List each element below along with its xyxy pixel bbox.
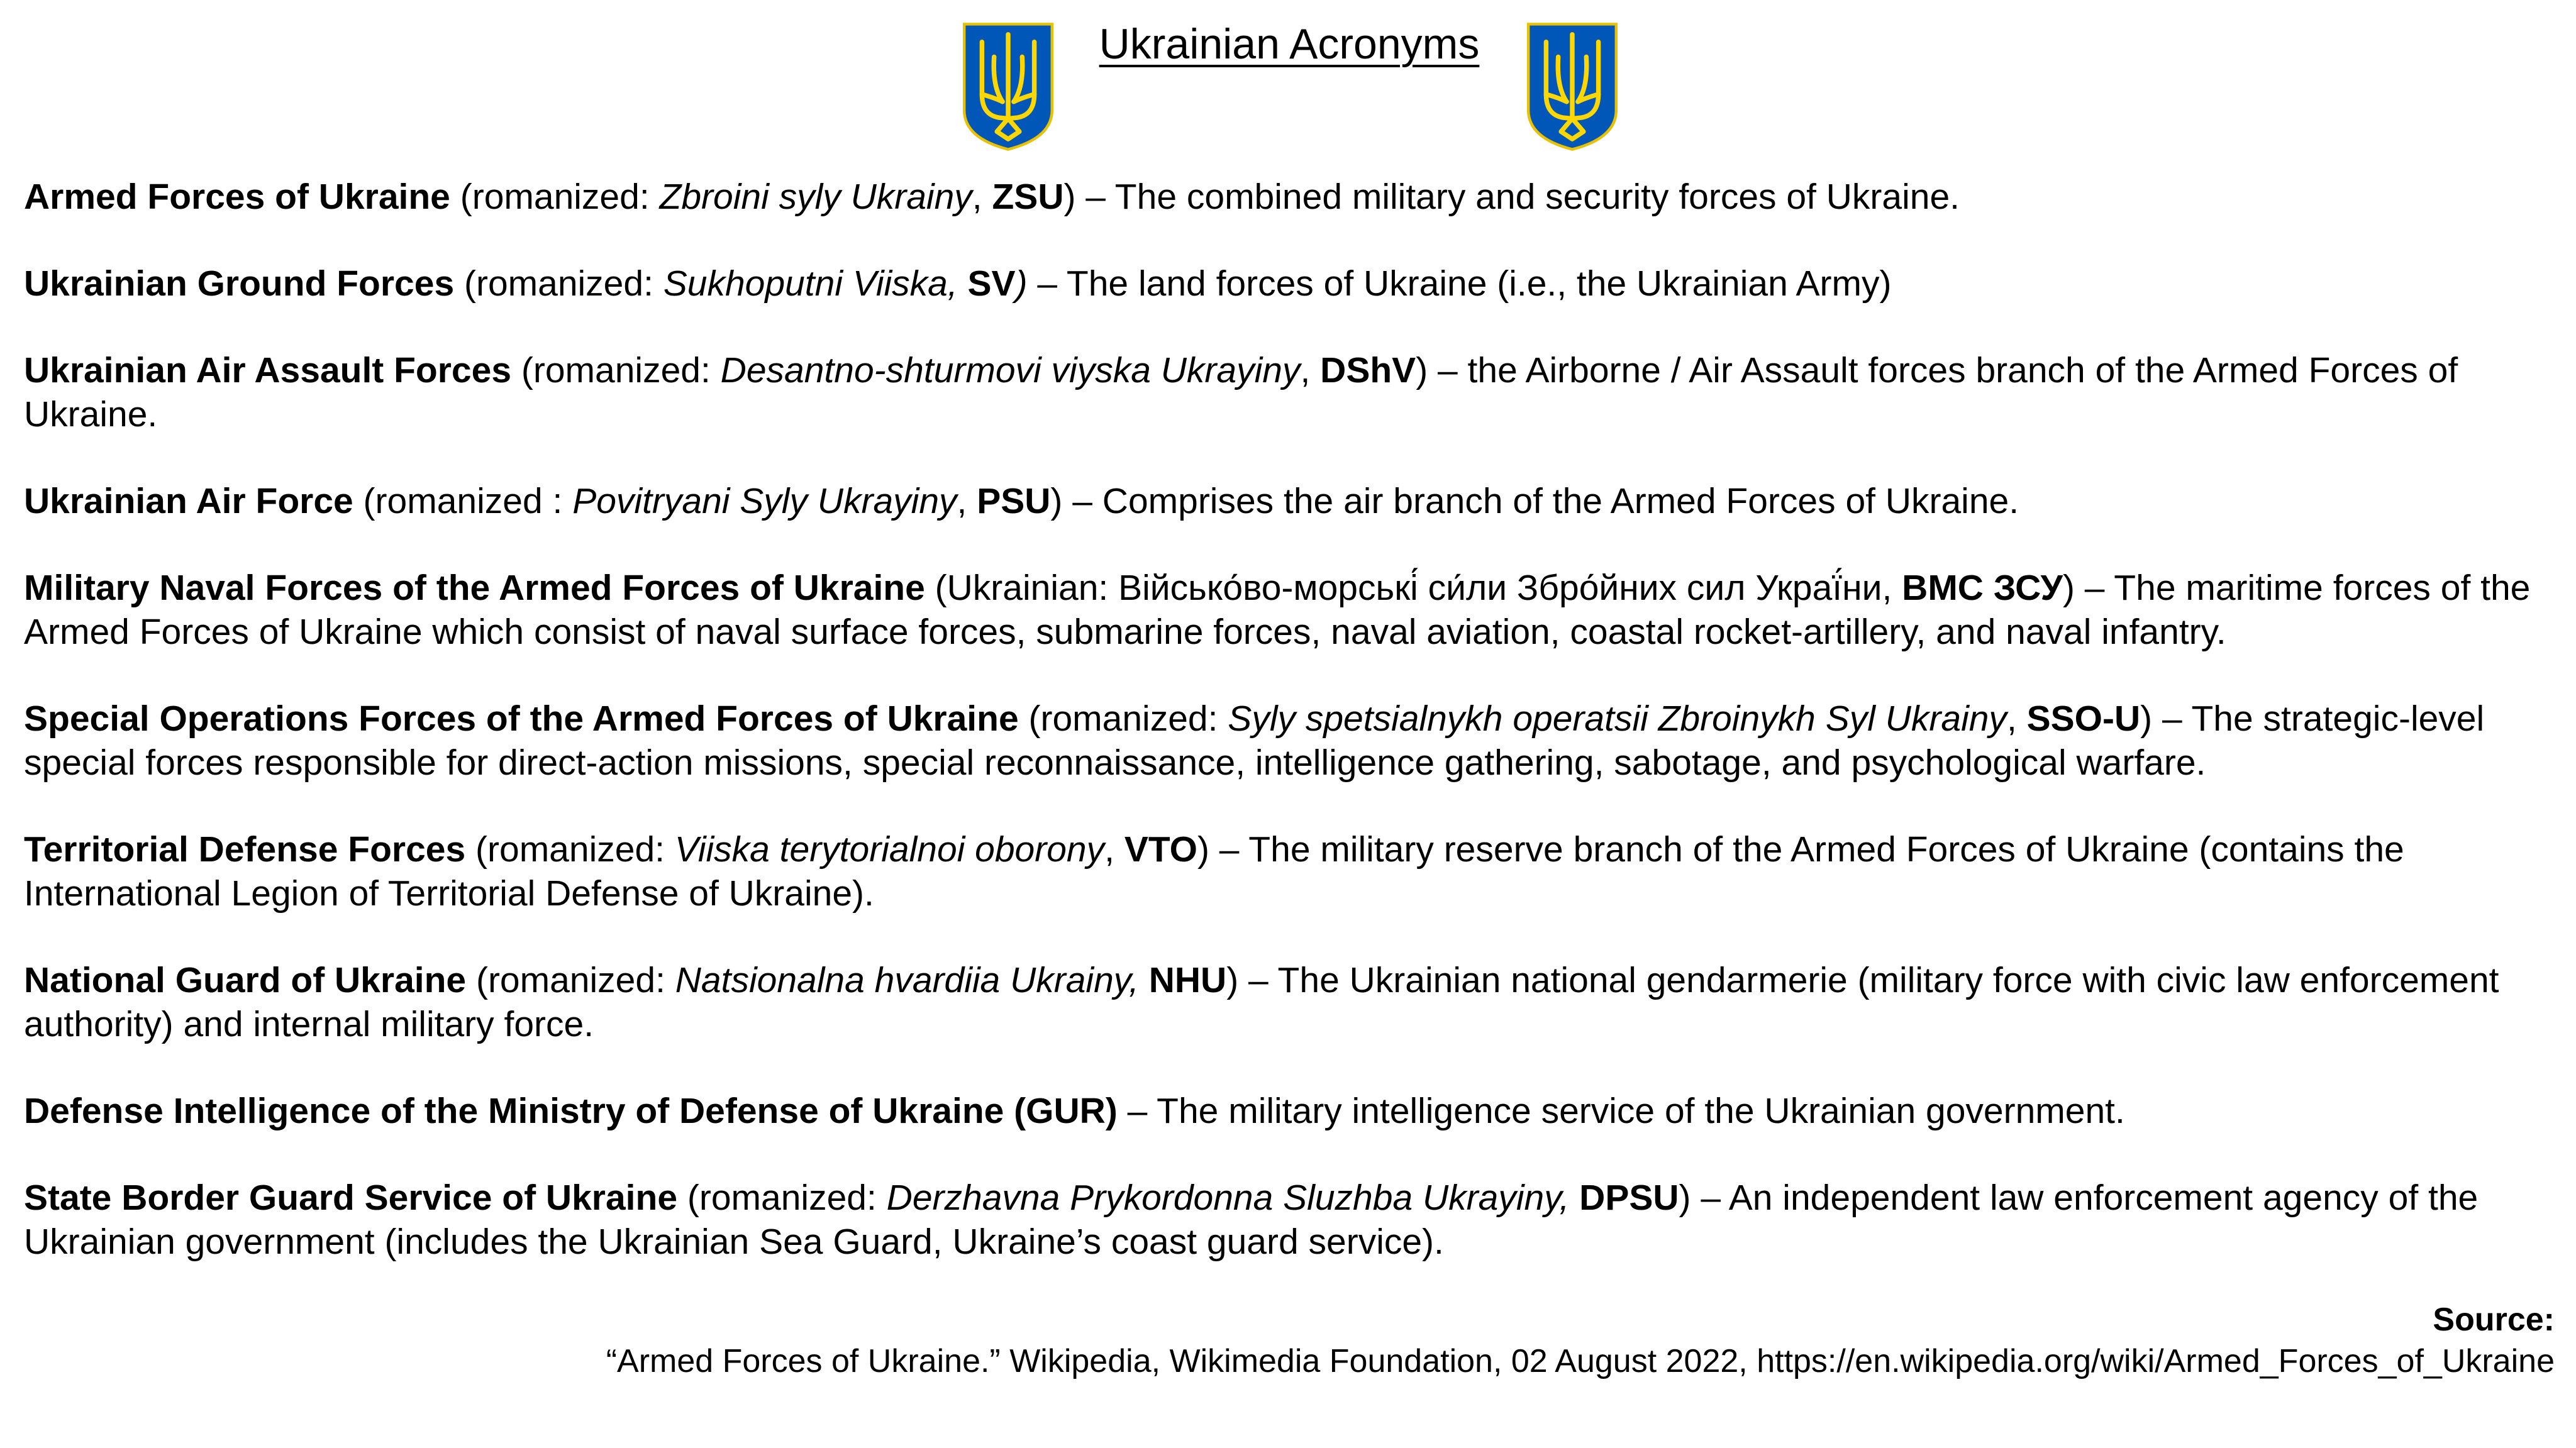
entry-name: Ukrainian Air Assault Forces bbox=[24, 350, 512, 390]
list-item: Ukrainian Air Assault Forces (romanized: Desantno-shturmovi viyska Ukrayiny, DShV) – the Airborne / Air Assault forces branch of the Armed Forces of Ukraine. bbox=[24, 350, 2458, 434]
list-item: State Border Guard Service of Ukraine (romanized: Derzhavna Prykordonna Sluzhba Ukrayiny, DPSU) – An independent law enforcement agency of the Ukrainian government (includes the Ukrainian Sea Guard, Ukraine’s coast guard service). bbox=[24, 1178, 2479, 1262]
entry-romanized: Sukhoputni Viiska, bbox=[663, 263, 958, 304]
entry-description: ) – Comprises the air branch of the Armed Forces of Ukraine. bbox=[1050, 481, 2019, 521]
entry-description: – The land forces of Ukraine (i.e., the Ukrainian Army) bbox=[1027, 263, 1892, 304]
entry-acronym: SSO-U bbox=[2026, 699, 2141, 739]
acronym-list bbox=[24, 175, 2558, 1307]
entry-description: – The military intelligence service of the Ukrainian government. bbox=[1117, 1091, 2125, 1131]
entry-acronym: ZSU bbox=[992, 177, 1064, 217]
entry-name: State Border Guard Service of Ukraine bbox=[24, 1178, 678, 1218]
entry-romanized: Zbroini syly Ukrainy bbox=[659, 177, 972, 217]
entry-description: ) – the Airborne / Air Assault forces branch of the Armed Forces of Ukraine. bbox=[24, 350, 2458, 434]
entry-name: Armed Forces of Ukraine bbox=[24, 177, 450, 217]
list-item: Special Operations Forces of the Armed Forces of Ukraine (romanized: Syly spetsialnykh operatsii Zbroinykh Syl Ukrainy, SSO-U) – The strategic-level special forces responsible for direct-action missions, special reconnaissance, intelligence gathering, sabotage, and psychological warfare. bbox=[24, 699, 2485, 783]
ukraine-coat-of-arms-icon bbox=[961, 21, 1055, 152]
entry-description: ) – The maritime forces of the Armed Forces of Ukraine which consist of naval surface forces, submarine forces, naval aviation, coastal rocket-artillery, and naval infantry. bbox=[24, 568, 2531, 652]
entry-acronym: DPSU bbox=[1579, 1178, 1679, 1218]
list-item: National Guard of Ukraine (romanized: Natsionalna hvardiia Ukrainy, NHU) – The Ukrainian national gendarmerie (military force with civic law enforcement authority) and internal military force. bbox=[24, 960, 2499, 1044]
list-item: Ukrainian Ground Forces (romanized: Sukhoputni Viiska, SV) – The land forces of Ukraine (i.e., the Ukrainian Army) bbox=[24, 263, 1892, 304]
entry-acronym: ВМС ЗСУ bbox=[1902, 568, 2063, 608]
entry-description: ) – The combined military and security forces of Ukraine. bbox=[1063, 177, 1960, 217]
source-citation bbox=[606, 1299, 2555, 1382]
entry-name: Defense Intelligence of the Ministry of Defense of Ukraine (GUR) bbox=[24, 1091, 1118, 1131]
entry-name: Ukrainian Air Force bbox=[24, 481, 353, 521]
entry-name: Ukrainian Ground Forces bbox=[24, 263, 455, 304]
entry-acronym: SV bbox=[967, 263, 1016, 304]
entry-romanized: Natsionalna hvardiia Ukrainy, bbox=[675, 960, 1139, 1000]
entry-name: National Guard of Ukraine bbox=[24, 960, 467, 1000]
entry-description: ) – An independent law enforcement agency of the Ukrainian government (includes the Ukrainian Sea Guard, Ukraine’s coast guard service). bbox=[24, 1178, 2479, 1262]
entry-acronym: PSU bbox=[977, 481, 1051, 521]
entry-romanized: Derzhavna Prykordonna Sluzhba Ukrayiny, bbox=[886, 1178, 1570, 1218]
list-item: Ukrainian Air Force (romanized : Povitryani Syly Ukrayiny, PSU) – Comprises the air branch of the Armed Forces of Ukraine. bbox=[24, 481, 2019, 521]
entry-name: Territorial Defense Forces bbox=[24, 829, 466, 870]
ukraine-coat-of-arms-icon bbox=[1525, 21, 1619, 152]
entry-name: Military Naval Forces of the Armed Forces of Ukraine bbox=[24, 568, 925, 608]
page-title: Ukrainian Acronyms bbox=[1099, 20, 1480, 68]
list-item: Territorial Defense Forces (romanized: Viiska terytorialnoi oborony, VTO) – The military reserve branch of the Armed Forces of Ukraine (contains the International Legion of Territorial Defense of Ukraine). bbox=[24, 829, 2404, 914]
entry-romanized: Syly spetsialnykh operatsii Zbroinykh Syl Ukrainy bbox=[1228, 699, 2007, 739]
entry-romanized: Viiska terytorialnoi oborony bbox=[674, 829, 1105, 870]
entry-description: ) – The military reserve branch of the Armed Forces of Ukraine (contains the International Legion of Territorial Defense of Ukraine). bbox=[24, 829, 2404, 914]
entry-romanized: Povitryani Syly Ukrayiny bbox=[572, 481, 957, 521]
entry-acronym: DShV bbox=[1320, 350, 1416, 390]
entry-acronym: NHU bbox=[1148, 960, 1227, 1000]
source-label: Source: bbox=[2433, 1302, 2555, 1338]
entry-description: ) – The Ukrainian national gendarmerie (military force with civic law enforcement authority) and internal military force. bbox=[24, 960, 2499, 1044]
list-item: Military Naval Forces of the Armed Forces of Ukraine (Ukrainian: Військо́во-морські́ си́ли Збро́йних сил Украї́ни, ВМС ЗСУ) – The maritime forces of the Armed Forces of Ukraine which consist of naval surface forces, submarine forces, naval aviation, coastal rocket-artillery, and naval infantry. bbox=[24, 568, 2531, 652]
entry-native-name: Військо́во-морські́ си́ли Збро́йних сил Украї́ни bbox=[1118, 568, 1882, 608]
header bbox=[0, 0, 2576, 163]
entry-acronym: VTO bbox=[1124, 829, 1197, 870]
entry-description: ) – The strategic-level special forces responsible for direct-action missions, special reconnaissance, intelligence gathering, sabotage, and psychological warfare. bbox=[24, 699, 2485, 783]
list-item bbox=[24, 1089, 2558, 1133]
list-item: Armed Forces of Ukraine (romanized: Zbroini syly Ukrainy, ZSU) – The combined military and security forces of Ukraine. bbox=[24, 177, 1960, 217]
source-text: “Armed Forces of Ukraine.” Wikipedia, Wikimedia Foundation, 02 August 2022, https://en.wikipedia.org/wiki/Armed_Forces_of_Ukraine bbox=[606, 1343, 2555, 1379]
entry-name: Special Operations Forces of the Armed Forces of Ukraine bbox=[24, 699, 1019, 739]
entry-romanized: Desantno-shturmovi viyska Ukrayiny bbox=[720, 350, 1301, 390]
